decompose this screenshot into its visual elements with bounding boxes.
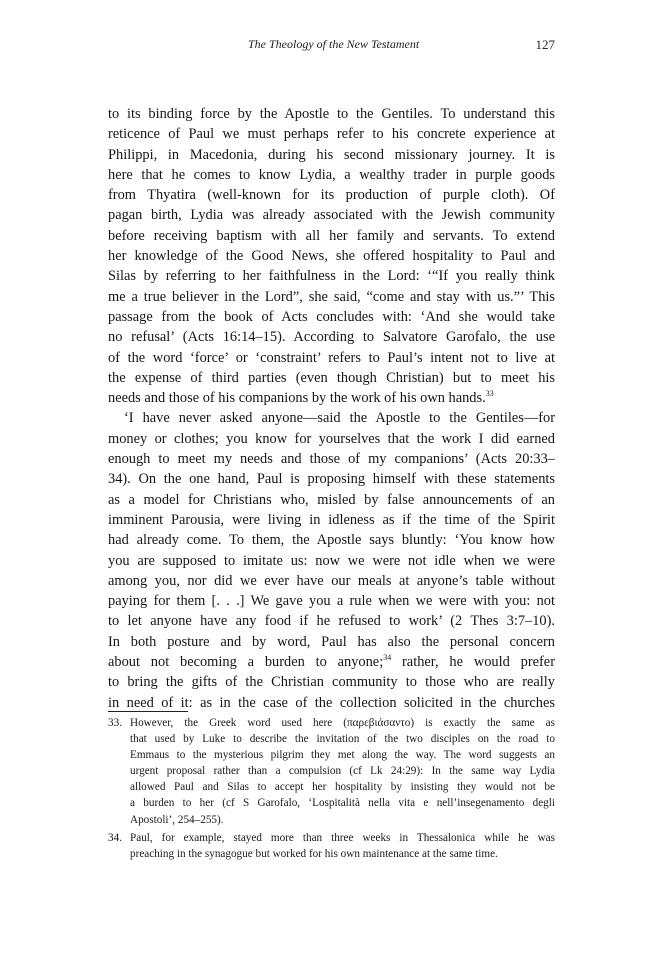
footnote-number: 33. [108, 717, 122, 729]
footnote-text [130, 715, 555, 828]
text-line: reticence of Paul we must perhaps refer to his concrete experience at [108, 126, 555, 143]
footnote-line: a burden to her (cf S Garofalo, ‘Lospitalità nella vita e nell’insegenamento degli [130, 797, 555, 810]
text-line: her knowledge of the Good News, she offered hospitality to Paul and [108, 248, 555, 265]
footnote-line: preaching in the synagogue but worked for his own maintenance at the same time. [130, 847, 498, 860]
text-line [108, 388, 555, 408]
text-line: enough to meet my needs and those of my companions’ (Acts 20:33– [108, 451, 555, 468]
text-line: 34). On the one hand, Paul is proposing himself with these statements [108, 471, 555, 488]
footnote-line: However, the Greek word used here (παρεβιάσαντο) is exactly the same as [130, 717, 555, 729]
running-head [108, 35, 555, 55]
paragraph-1 [108, 104, 555, 408]
footnote-ref-34[interactable]: 34 [383, 653, 392, 663]
footnote-ref-33[interactable]: 33 [485, 389, 494, 399]
text-line: passage from the book of Acts concludes with: ‘And she would take [108, 308, 555, 325]
footnote-line: that used by Luke to describe the invitation of the two disciples on the road to [130, 733, 555, 746]
text-line: to bring the gifts of the Christian community to those who are really [108, 674, 555, 691]
text-line: from Thyatira (well-known for its production of purple cloth). Of [108, 187, 555, 204]
footnotes [108, 715, 555, 864]
footnote-line: Paul, for example, stayed more than three weeks in Thessalonica while he was [130, 831, 555, 844]
text-line: pagan birth, Lydia was already associated with the Jewish community [108, 207, 555, 224]
footnote-line: Apostoli’, 254–255). [130, 813, 224, 826]
page-number: 127 [535, 37, 555, 52]
text-line: as a model for Christians who, misled by false announcements of an [108, 491, 555, 508]
text-line [108, 652, 555, 672]
text-line: in need of it: as in the case of the collection solicited in the churches [108, 694, 555, 711]
text-line: to its binding force by the Apostle to the Gentiles. To understand this [108, 106, 555, 122]
footnote-separator [108, 711, 188, 712]
footnote-line: allowed Paul and Silas to accept her hospitality by insisting they would not be [130, 781, 555, 794]
text-line: of the word ‘force’ or ‘constraint’ refers to Paul’s intent not to live at [108, 349, 555, 366]
text-line: Philippi, in Macedonia, during his second missionary journey. It is [108, 146, 555, 163]
text-line: among you, nor did we ever have our meals at anyone’s table without [108, 572, 555, 589]
text-line: ‘I have never asked anyone—said the Apostle to the Gentiles—for [124, 410, 555, 427]
text-line: you are supposed to imitate us: now we were not idle when we were [108, 552, 555, 569]
text-line: the expense of third parties (even though Christian) but to meet his [108, 369, 555, 386]
running-head-title: The Theology of the New Testament [248, 37, 420, 51]
text-line: had already come. To them, the Apostle says bluntly: ‘You know how [108, 532, 555, 549]
footnote-line: Emmaus to the mysterious pilgrim they met along the way. The word suggests an [130, 749, 555, 762]
footnote-34 [108, 830, 555, 862]
paragraph-2 [108, 408, 555, 712]
text-line: me a true believer in the Lord”, she said, “come and stay with us.”’ This [108, 288, 555, 305]
footnote-number: 34. [108, 831, 122, 844]
footnote-line: urgent proposal rather than a compulsion (cf Lk 24:29): In the same way Lydia [130, 765, 555, 778]
text-line: no refusal’ (Acts 16:14–15). According to Salvatore Garofalo, the use [108, 329, 555, 346]
text-line-content: rather, he would prefer [391, 654, 555, 671]
text-line: Silas by referring to her faithfulness in the Lord: ‘“If you really think [108, 268, 555, 285]
text-line: paying for them [. . .] We gave you a rule when we were with you: not [108, 593, 555, 610]
text-line: In both posture and by word, Paul has also the personal concern [108, 633, 555, 650]
footnote-33 [108, 715, 555, 828]
text-line: to let anyone have any food if he refused to work’ (2 Thes 3:7–10). [108, 613, 555, 630]
text-line-content: about not becoming a burden to anyone; [108, 654, 384, 671]
footnote-text [130, 830, 555, 862]
text-line: imminent Parousia, were living in idleness as if the time of the Spirit [108, 511, 555, 528]
text-line-content: needs and those of his companions by the work of his own hands. [108, 390, 486, 407]
text-line: money or clothes; you know for yourselves that the work I did earned [108, 430, 555, 447]
text-line: here that he comes to know Lydia, a wealthy trader in purple goods [108, 166, 555, 183]
text-line: before receiving baptism with all her family and servants. To extend [108, 227, 555, 244]
body-text [108, 104, 555, 713]
